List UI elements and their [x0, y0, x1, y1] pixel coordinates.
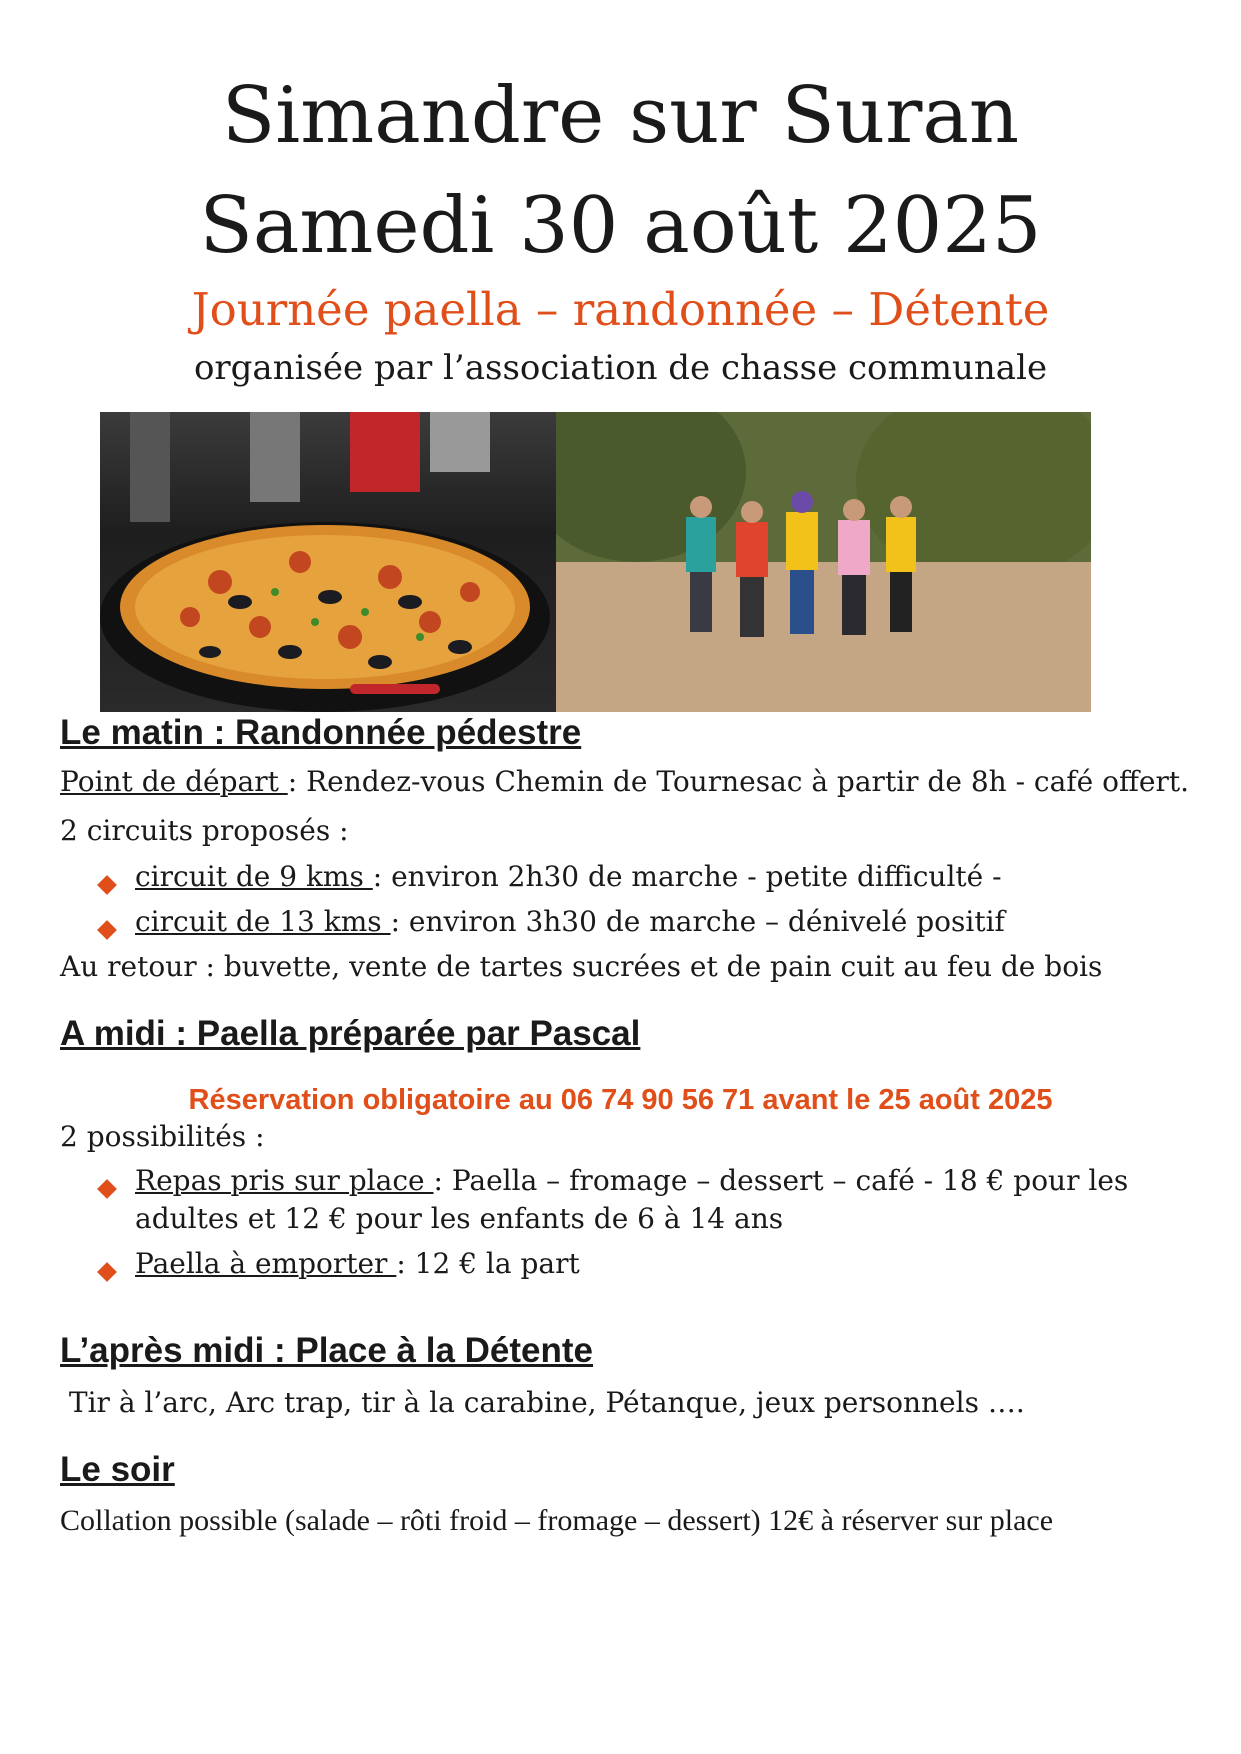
circuit-text: : environ 2h30 de marche - petite difficulté - — [372, 860, 1002, 893]
event-subtitle: Journée paella – randonnée – Détente — [191, 283, 1050, 336]
hiking-photo — [556, 412, 1091, 712]
option-text-cont: adultes et 12 € pour les enfants de 6 à 14 ans — [135, 1202, 784, 1235]
option-text: : Paella – fromage – dessert – café - 18 € pour les — [433, 1164, 1129, 1197]
paella-photo — [100, 412, 556, 712]
title-date: Samedi 30 août 2025 — [199, 181, 1042, 271]
start-point-text: : Rendez-vous Chemin de Tournesac à partir de 8h - café offert. — [287, 765, 1189, 798]
diamond-bullet-icon — [97, 1179, 117, 1199]
evening-text: Collation possible (salade – rôti froid – fromage – dessert) 12€ à réserver sur place — [60, 1504, 1054, 1537]
afternoon-heading: L’après midi : Place à la Détente — [60, 1331, 593, 1370]
title-location: Simandre sur Suran — [221, 71, 1020, 161]
diamond-bullet-icon — [97, 920, 117, 940]
option-text: : 12 € la part — [396, 1247, 580, 1280]
diamond-bullet-icon — [97, 1262, 117, 1282]
options-intro: 2 possibilités : — [60, 1120, 265, 1153]
circuit-label: circuit de 13 kms — [135, 905, 391, 938]
circuit-label: circuit de 9 kms — [135, 860, 373, 893]
option-label: Repas pris sur place — [135, 1164, 434, 1197]
option-item — [135, 1245, 580, 1283]
circuits-intro: 2 circuits proposés : — [60, 814, 349, 847]
return-text: Au retour : buvette, vente de tartes sucrées et de pain cuit au feu de bois — [60, 950, 1103, 983]
reservation-notice: Réservation obligatoire au 06 74 90 56 71 avant le 25 août 2025 — [188, 1084, 1053, 1116]
option-label: Paella à emporter — [135, 1247, 397, 1280]
circuit-item — [135, 903, 1005, 941]
morning-heading: Le matin : Randonnée pédestre — [60, 713, 582, 752]
circuit-text: : environ 3h30 de marche – dénivelé positif — [390, 905, 1005, 938]
diamond-bullet-icon — [97, 875, 117, 895]
evening-heading: Le soir — [60, 1450, 175, 1489]
circuit-item — [135, 858, 1002, 896]
option-item — [135, 1162, 1175, 1200]
organizer-line: organisée par l’association de chasse communale — [193, 348, 1048, 388]
header-photos — [100, 412, 1091, 712]
noon-heading: A midi : Paella préparée par Pascal — [60, 1014, 641, 1053]
start-point-label: Point de départ — [60, 765, 288, 798]
start-point-line — [60, 763, 1189, 801]
afternoon-text: Tir à l’arc, Arc trap, tir à la carabine, Pétanque, jeux personnels …. — [60, 1386, 1025, 1419]
